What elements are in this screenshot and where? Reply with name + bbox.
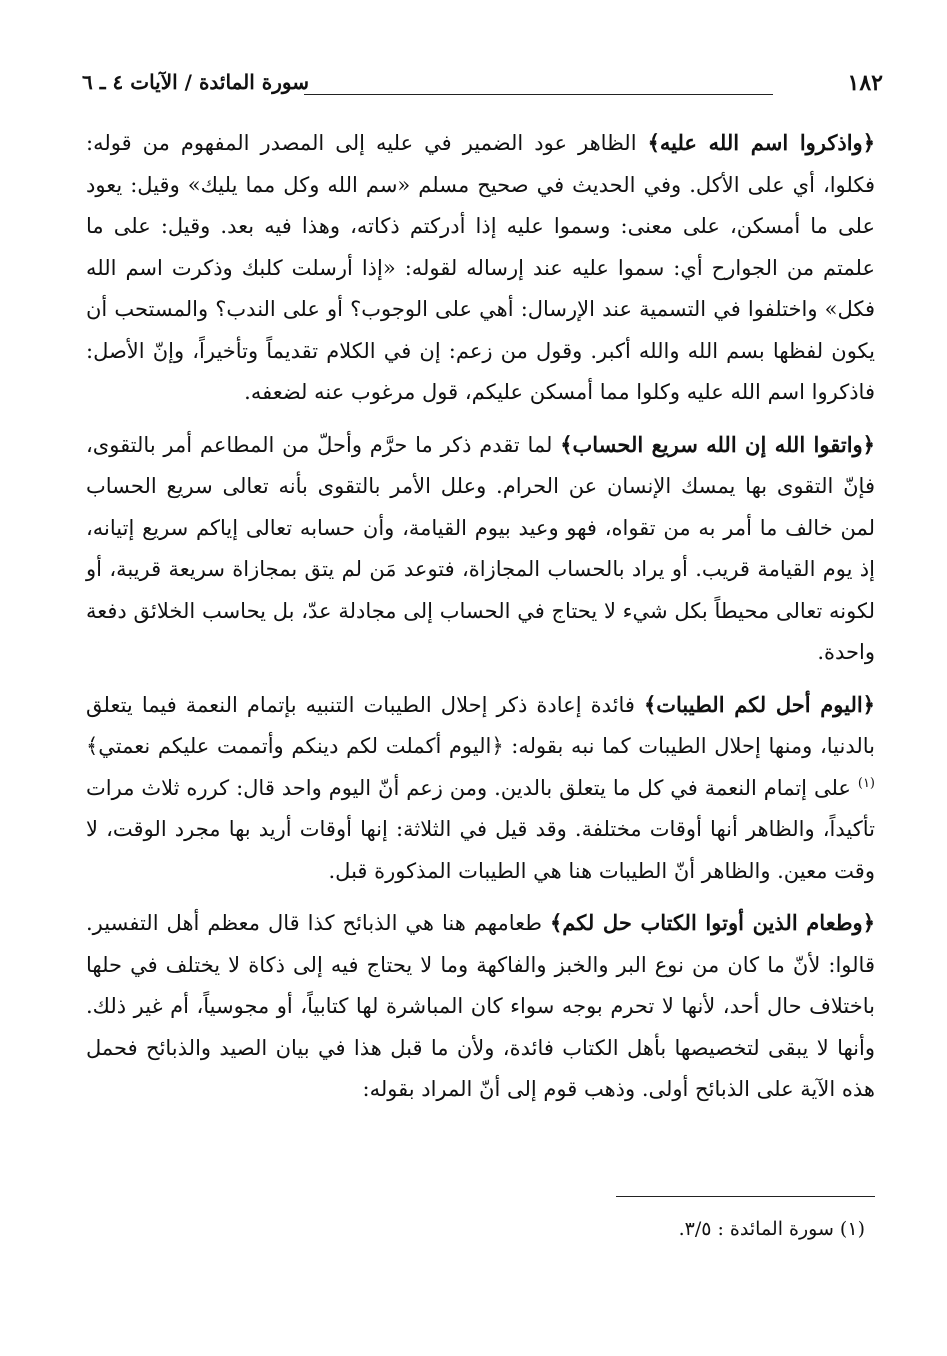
main-text (86, 122, 875, 1121)
verse-quote: ﴿واذكروا اسم الله عليه﴾ (647, 130, 876, 155)
paragraph-text: لما تقدم ذكر ما حرَّم وأحلّ من المطاعم أمر بالتقوى، فإنّ التقوى بها يمسك الإنسان عن الحرام. وعلل الأمر بالتقوى بأنه تعالى سريع الحساب لمن خالف ما أمر به من تقواه، فهو وعيد بيوم القيامة، وأن حسابه تعالى إياكم سريع إتيانه، إذ يوم القيامة قريب. أو يراد بالحساب المجازاة، فتوعد مَن لم يتق بمجازاة سريعة قريبة، أو لكونه تعالى محيطاً بكل شيء لا يحتاج في الحساب إلى مجادلة عدّ، بل يحاسب الخلائق دفعة واحدة. (86, 432, 875, 664)
paragraph-text-continued: على إتمام النعمة في كل ما يتعلق بالدين. ومن زعم أنّ اليوم واحد قال: كرره ثلاث مرات تأكيداً، والظاهر أنها أوقات مختلفة. وقد قيل في الثلاثة: إنها أوقات أريد بها مجرد الوقت، لا وقت معين. والظاهر أنّ الطيبات هنا هي الطيبات المذكورة قبل. (86, 775, 875, 883)
header-rule (304, 94, 773, 95)
paragraph-2 (86, 424, 875, 674)
paragraph-4 (86, 902, 875, 1111)
footnote-reference[interactable]: (١) (857, 775, 875, 791)
verse-quote: ﴿واتقوا الله إن الله سريع الحساب﴾ (560, 431, 875, 457)
verse-quote: ﴿وطعام الذين أوتوا الكتاب حل لكم﴾ (550, 910, 876, 935)
paragraph-text: الظاهر عود الضمير في عليه إلى المصدر المفهوم من قوله: فكلوا، أي على الأكل. وفي الحديث في صحيح مسلم «سم الله وكل مما يليك» وقيل: يعود على ما أمسكن، على معنى: وسموا عليه إذا أدركتم ذكاته، وهذا فيه بعد. وقيل: على ما علمتم من الجوارح أي: سموا عليه عند إرساله لقوله: «إذا أرسلت كلبك وذكرت اسم الله فكل» واختلفوا في التسمية عند الإرسال: أهي على الوجوب؟ أو على الندب؟ والمستحب أن يكون لفظها بسم الله والله أكبر. وقول من زعم: إن في الكلام تقديماً وتأخيراً، وإنّ الأصل: فاذكروا اسم الله عليه وكلوا مما أمسكن عليكم، قول مرغوب عنه لضعفه. (86, 131, 875, 404)
footnote-rule (616, 1196, 875, 1197)
paragraph-3 (86, 684, 875, 893)
page-number: ١٨٢ (847, 70, 883, 96)
footnote: (١) سورة المائدة : ٣/٥. (678, 1218, 865, 1240)
running-title: سورة المائدة / الآيات ٤ ـ ٦ (82, 70, 309, 94)
page-header (82, 64, 883, 104)
paragraph-text: فائدة إعادة ذكر إحلال الطيبات التنبيه بإتمام النعمة فيما يتعلق بالدنيا، ومنها إحلال الطيبات كما نبه بقوله: ﴿اليوم أكملت لكم دينكم وأتممت عليكم نعمتي﴾ (86, 692, 875, 758)
paragraph-text: طعامهم هنا هي الذبائح كذا قال معظم أهل التفسير. قالوا: لأنّ ما كان من نوع البر والخبز والفاكهة وما لا يحتاج فيه إلى ذكاة لا يختلف في حلها باختلاف حال أحد، لأنها لا تحرم بوجه سواء كان المباشرة لها كتابياً، أو مجوسياً، أم غير ذلك. وأنها لا يبقى لتخصيصها بأهل الكتاب فائدة، ولأن ما قبل هذا في بيان الصيد والذبائح فحمل هذه الآية على الذبائح أولى. وذهب قوم إلى أنّ المراد بقوله: (86, 911, 875, 1101)
paragraph-1 (86, 122, 875, 414)
verse-quote: ﴿اليوم أحل لكم الطيبات﴾ (643, 691, 875, 717)
